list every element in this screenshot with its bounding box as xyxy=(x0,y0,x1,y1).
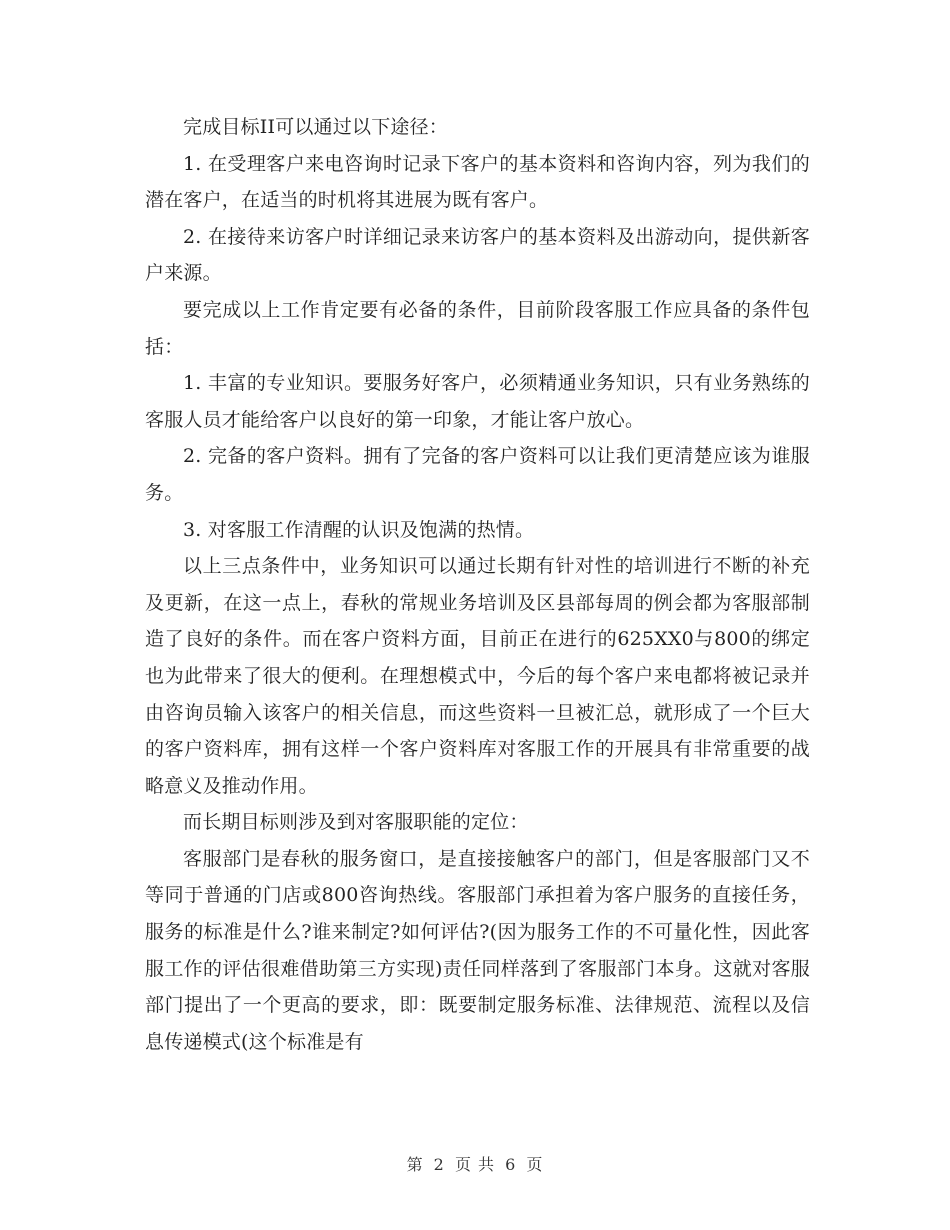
paragraph-positioning: 客服部门是春秋的服务窗口，是直接接触客户的部门，但是客服部门又不等同于普通的门店或800咨询热线。客服部门承担着为客户服务的直接任务，服务的标准是什么?谁来制定?如何评估?(因为服务工作的不可量化性，因此客服工作的评估很难借助第三方实现)责任同样落到了客服部门本身。这就对客服部门提出了一个更高的要求，即：既要制定服务标准、法律规范、流程以及信息传递模式(这个标准是有 xyxy=(145,847,810,1053)
footer-page-number: 2 xyxy=(433,1155,445,1174)
footer-total-pages: 6 xyxy=(505,1155,517,1174)
footer-middle: 页 共 xyxy=(454,1155,496,1174)
footer-prefix: 第 xyxy=(406,1155,424,1174)
footer-suffix: 页 xyxy=(526,1155,544,1174)
paragraph-condition-2: 2. 完备的客户资料。拥有了完备的客户资料可以让我们更清楚应该为谁服务。 xyxy=(145,445,810,504)
document-body xyxy=(145,109,810,1060)
paragraph-analysis: 以上三点条件中，业务知识可以通过长期有针对性的培训进行不断的补充及更新，在这一点上，春秋的常规业务培训及区县部每周的例会都为客服部制造了良好的条件。而在客户资料方面，目前正在进行的625XX0与800的绑定也为此带来了很大的便利。在理想模式中，今后的每个客户来电都将被记录并由咨询员输入该客户的相关信息，而这些资料一旦被汇总，就形成了一个巨大的客户资料库，拥有这样一个客户资料库对客服工作的开展具有非常重要的战略意义及推动作用。 xyxy=(145,555,810,797)
paragraph-conditions: 要完成以上工作肯定要有必备的条件，目前阶段客服工作应具备的条件包括： xyxy=(145,298,810,358)
paragraph-condition-3: 3. 对客服工作清醒的认识及饱满的热情。 xyxy=(183,518,535,541)
paragraph-condition-1: 1. 丰富的专业知识。要服务好客户，必须精通业务知识，只有业务熟练的客服人员才能给客户以良好的第一印象，才能让客户放心。 xyxy=(145,372,810,431)
page-footer xyxy=(0,1152,950,1175)
paragraph-intro: 完成目标II可以通过以下途径： xyxy=(183,116,449,138)
paragraph-long-term: 而长期目标则涉及到对客服职能的定位： xyxy=(183,811,529,834)
paragraph-item-1: 1. 在受理客户来电咨询时记录下客户的基本资料和咨询内容，列为我们的潜在客户，在适当的时机将其进展为既有客户。 xyxy=(145,152,810,212)
paragraph-item-2: 2. 在接待来访客户时详细记录来访客户的基本资料及出游动向，提供新客户来源。 xyxy=(145,225,810,285)
